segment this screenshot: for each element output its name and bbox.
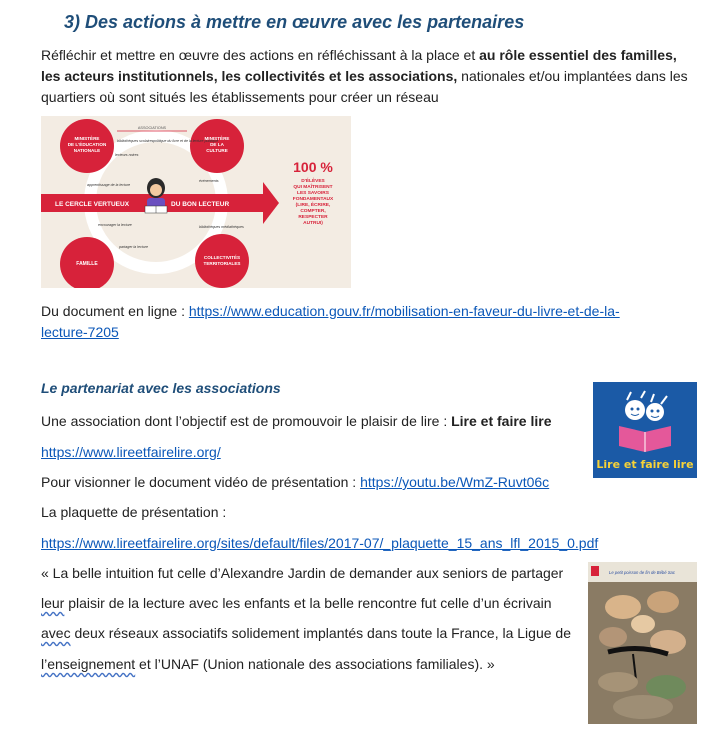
brochure-link[interactable]: https://www.lireetfairelire.org/sites/default/files/2017-07/_plaquette_15_ans_lfl_2015_0.pdf (41, 535, 599, 551)
association-name: Lire et faire lire (451, 413, 552, 429)
partnership-title: Le partenariat avec les associations (41, 380, 281, 396)
quote-word-leur: leur (41, 595, 65, 611)
circle-ministere-education-label: MINISTÈRE DE L'ÉDUCATION NATIONALE (67, 136, 107, 153)
video-line (41, 472, 549, 493)
virtuous-circle-infographic (41, 116, 351, 288)
brochure-label: La plaquette de présentation : (41, 504, 227, 520)
online-doc-link-cont[interactable]: lecture-7205 (41, 324, 119, 340)
logo-text: Lire et faire lire (596, 458, 694, 471)
label-bibliotheques-medias: bibliothèques médiathèques (199, 225, 244, 229)
circle-collectivites-label: COLLECTIVITÉS TERRITORIALES (203, 255, 241, 266)
quote-line-2-rest: plaisir de la lecture avec les enfants et la belle rencontre fut celle d’un écrivain (64, 595, 552, 611)
intro-line3: quartiers où sont situés les établissements pour créer un réseau (41, 89, 439, 105)
label-apprentissage: apprentissage de la lecture (87, 183, 131, 187)
cover-title: Le petit poisson de fin de Bébé Sac (609, 570, 675, 575)
label-evenements: événements (199, 179, 219, 183)
online-document (41, 301, 681, 343)
quote-word-avec: avec (41, 625, 71, 641)
label-politique-livre: politique du livre et de la lecture publique (153, 139, 219, 143)
circle-ministere-culture-label: MINISTÈRE DE LA CULTURE (204, 136, 230, 153)
banner-left-label: LE CERCLE VERTUEUX (55, 201, 130, 208)
quote-line-4-rest: et l’UNAF (Union nationale des associations familiales). » (135, 656, 495, 672)
intro-paragraph (41, 45, 691, 108)
label-partager: partager la lecture (119, 245, 148, 249)
quote-line-3-rest: deux réseaux associatifs solidement implantés dans toute la France, la Ligue de (70, 625, 571, 641)
label-bibliotheques-scolaires: bibliothèques scolaires (117, 139, 154, 143)
association-prefix: Une association dont l’objectif est de promouvoir le plaisir de lire : (41, 413, 452, 429)
banner-right-label: DU BON LECTEUR (171, 201, 230, 208)
quote-word-enseignement: l’enseignement (41, 656, 136, 672)
association-link[interactable]: https://www.lireetfairelire.org/ (41, 444, 221, 460)
quote-line-2 (41, 593, 552, 614)
banner-arrowhead (263, 182, 279, 224)
quote-line-1: « La belle intuition fut celle d’Alexandre Jardin de demander aux seniors de partager (41, 565, 564, 581)
circle-famille-label: FAMILLE (76, 261, 98, 267)
video-link[interactable]: https://youtu.be/WmZ-Ruvt06c (360, 474, 550, 490)
label-lecteurs-noires: lecteurs noires (115, 153, 139, 157)
book-cover-image (588, 562, 697, 724)
brochure-url-line (41, 533, 598, 554)
percent-caption: D'ÉLÈVES QUI MAÎTRISENT LES SAVOIRS FONDAMENTAUX (LIRE, ÉCRIRE, COMPTER, RESPECTER AUTRUI) (292, 179, 334, 226)
intro-bold-families: au rôle essentiel des familles, (479, 47, 677, 63)
association-url-line (41, 442, 221, 463)
percent-value: 100 % (293, 159, 333, 175)
quote-line-4 (41, 654, 495, 675)
video-prefix: Pour visionner le document vidéo de présentation : (41, 474, 361, 490)
associations-label: ASSOCIATIONS (137, 126, 167, 130)
online-doc-link[interactable]: https://www.education.gouv.fr/mobilisation-en-faveur-du-livre-et-de-la- (188, 303, 620, 319)
intro-text: Réfléchir et mettre en œuvre des actions en réfléchissant à la place et (41, 47, 480, 63)
quote-line-3 (41, 623, 571, 644)
label-encourager: encourager la lecture (98, 223, 132, 227)
association-line (41, 411, 552, 432)
lire-et-faire-lire-logo (593, 382, 697, 478)
section-heading: 3) Des actions à mettre en œuvre avec les partenaires (64, 12, 525, 32)
online-doc-prefix: Du document en ligne : (41, 303, 189, 319)
intro-text-cont: nationales et/ou implantées dans les (457, 68, 688, 84)
intro-bold-actors: les acteurs institutionnels, les collectivités et les associations, (41, 68, 458, 84)
